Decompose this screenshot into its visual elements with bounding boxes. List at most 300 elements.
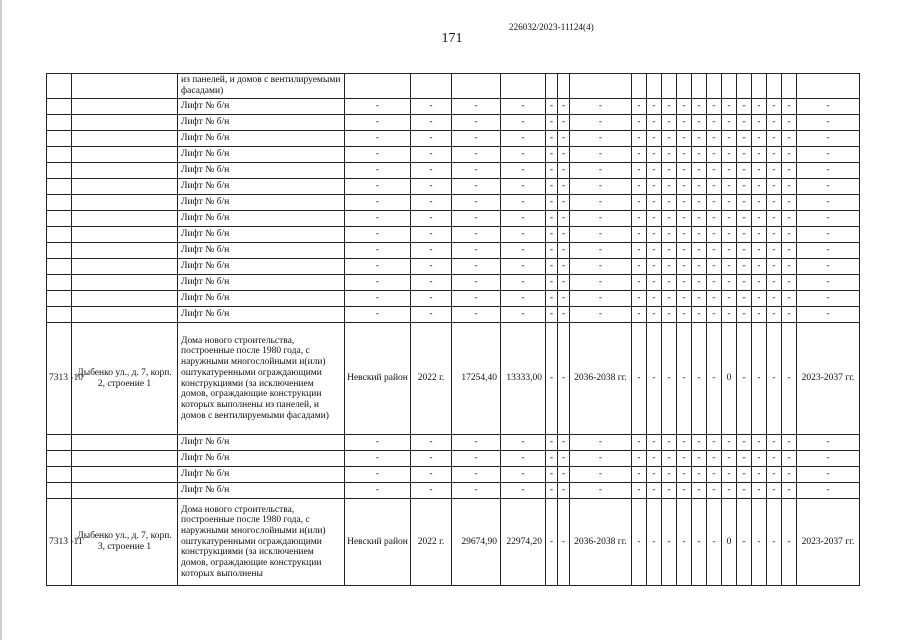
table-row-lift xyxy=(47,147,860,163)
lift-value-cell: - xyxy=(647,99,662,115)
table-row-lift xyxy=(47,435,860,451)
scan-edge xyxy=(0,0,2,640)
lift-value-cell: - xyxy=(707,115,722,131)
lift-value-cell: - xyxy=(707,435,722,451)
lift-label: Лифт № б/н xyxy=(178,307,345,323)
lift-value-cell: - xyxy=(707,259,722,275)
lift-value-cell: - xyxy=(782,147,797,163)
lift-value-cell: - xyxy=(501,307,546,323)
lift-value-cell: - xyxy=(345,291,411,307)
lift-value-cell: - xyxy=(632,435,647,451)
lift-label: Лифт № б/н xyxy=(178,291,345,307)
lift-value-cell: - xyxy=(692,99,707,115)
lift-value-cell: - xyxy=(767,307,782,323)
lift-value-cell: - xyxy=(411,131,452,147)
building-year: 2022 г. xyxy=(411,499,452,586)
id-cell xyxy=(47,307,72,323)
lift-value-cell: - xyxy=(707,163,722,179)
lift-value-cell: - xyxy=(662,163,677,179)
lift-value-cell: - xyxy=(501,435,546,451)
empty-cell xyxy=(707,74,722,99)
lift-value-cell: - xyxy=(452,451,501,467)
lift-value-cell: - xyxy=(411,467,452,483)
lift-value-cell: - xyxy=(345,451,411,467)
lift-value-cell: - xyxy=(797,275,860,291)
lift-value-cell: - xyxy=(737,259,752,275)
lift-value-cell: - xyxy=(737,227,752,243)
lift-value-cell: - xyxy=(632,451,647,467)
id-cell xyxy=(47,483,72,499)
lift-value-cell: - xyxy=(692,147,707,163)
table-row-lift xyxy=(47,291,860,307)
lift-label: Лифт № б/н xyxy=(178,115,345,131)
lift-value-cell: - xyxy=(692,163,707,179)
lift-value-cell: - xyxy=(452,163,501,179)
lift-label: Лифт № б/н xyxy=(178,227,345,243)
lift-value-cell: - xyxy=(782,307,797,323)
table-row-lift xyxy=(47,227,860,243)
lift-value-cell: - xyxy=(662,483,677,499)
lift-value-cell: - xyxy=(722,259,737,275)
lift-value-cell: - xyxy=(722,99,737,115)
building-value-cell: - xyxy=(782,499,797,586)
lift-value-cell: - xyxy=(558,115,570,131)
lift-value-cell: - xyxy=(707,291,722,307)
lift-value-cell: - xyxy=(677,451,692,467)
empty-cell xyxy=(411,74,452,99)
table-row-lift xyxy=(47,131,860,147)
lift-value-cell: - xyxy=(797,259,860,275)
lift-value-cell: - xyxy=(707,451,722,467)
building-value-cell: - xyxy=(707,323,722,435)
lift-value-cell: - xyxy=(737,483,752,499)
id-cell xyxy=(47,131,72,147)
lift-value-cell: - xyxy=(767,435,782,451)
document-reference: 226032/2023-11124(4) xyxy=(509,22,594,32)
building-period: 2036-2038 гг. xyxy=(570,323,632,435)
id-cell xyxy=(47,435,72,451)
table-row-continuation xyxy=(47,74,860,99)
building-address: Дыбенко ул., д. 7, корп. 3, строение 1 xyxy=(72,499,178,586)
lift-value-cell: - xyxy=(782,275,797,291)
lift-value-cell: - xyxy=(662,291,677,307)
lift-value-cell: - xyxy=(501,195,546,211)
building-value-cell: - xyxy=(558,499,570,586)
address-cell xyxy=(72,179,178,195)
lift-value-cell: - xyxy=(692,451,707,467)
lift-value-cell: - xyxy=(767,275,782,291)
lift-value-cell: - xyxy=(570,163,632,179)
lift-value-cell: - xyxy=(570,195,632,211)
table-row-lift xyxy=(47,307,860,323)
building-value-cell: - xyxy=(546,499,558,586)
empty-cell xyxy=(570,74,632,99)
lift-value-cell: - xyxy=(632,291,647,307)
lift-value-cell: - xyxy=(546,259,558,275)
lift-value-cell: - xyxy=(570,211,632,227)
lift-value-cell: - xyxy=(345,307,411,323)
lift-value-cell: - xyxy=(632,307,647,323)
lift-value-cell: - xyxy=(345,467,411,483)
lift-value-cell: - xyxy=(647,131,662,147)
lift-value-cell: - xyxy=(737,131,752,147)
lift-value-cell: - xyxy=(692,211,707,227)
lift-value-cell: - xyxy=(797,467,860,483)
id-cell xyxy=(47,211,72,227)
lift-value-cell: - xyxy=(782,211,797,227)
lift-value-cell: - xyxy=(345,227,411,243)
lift-value-cell: - xyxy=(707,483,722,499)
lift-value-cell: - xyxy=(677,131,692,147)
building-value-cell: - xyxy=(692,499,707,586)
building-final-period: 2023-2037 гг. xyxy=(797,323,860,435)
lift-value-cell: - xyxy=(692,179,707,195)
building-period: 2036-2038 гг. xyxy=(570,499,632,586)
lift-value-cell: - xyxy=(452,435,501,451)
lift-value-cell: - xyxy=(452,259,501,275)
building-value-cell: - xyxy=(647,499,662,586)
lift-value-cell: - xyxy=(797,483,860,499)
lift-value-cell: - xyxy=(737,291,752,307)
lift-value-cell: - xyxy=(452,483,501,499)
lift-value-cell: - xyxy=(767,99,782,115)
building-value-cell: - xyxy=(632,499,647,586)
lift-value-cell: - xyxy=(558,275,570,291)
lift-value-cell: - xyxy=(546,195,558,211)
lift-label: Лифт № б/н xyxy=(178,467,345,483)
lift-value-cell: - xyxy=(632,275,647,291)
building-living-area: 22974,20 xyxy=(501,499,546,586)
address-cell xyxy=(72,147,178,163)
lift-value-cell: - xyxy=(411,307,452,323)
lift-label: Лифт № б/н xyxy=(178,163,345,179)
lift-value-cell: - xyxy=(737,435,752,451)
lift-value-cell: - xyxy=(722,451,737,467)
lift-label: Лифт № б/н xyxy=(178,211,345,227)
lift-value-cell: - xyxy=(797,115,860,131)
lift-value-cell: - xyxy=(546,131,558,147)
lift-value-cell: - xyxy=(677,115,692,131)
lift-value-cell: - xyxy=(411,243,452,259)
lift-value-cell: - xyxy=(722,131,737,147)
lift-value-cell: - xyxy=(345,211,411,227)
lift-value-cell: - xyxy=(570,131,632,147)
lift-value-cell: - xyxy=(647,307,662,323)
lift-label: Лифт № б/н xyxy=(178,483,345,499)
lift-value-cell: - xyxy=(558,451,570,467)
lift-value-cell: - xyxy=(752,275,767,291)
lift-value-cell: - xyxy=(692,435,707,451)
lift-value-cell: - xyxy=(662,179,677,195)
lift-value-cell: - xyxy=(345,115,411,131)
lift-value-cell: - xyxy=(647,483,662,499)
lift-value-cell: - xyxy=(546,163,558,179)
lift-value-cell: - xyxy=(411,435,452,451)
lift-value-cell: - xyxy=(662,115,677,131)
lift-value-cell: - xyxy=(345,147,411,163)
building-total-area: 29674,90 xyxy=(452,499,501,586)
lift-value-cell: - xyxy=(797,227,860,243)
empty-cell xyxy=(737,74,752,99)
lift-value-cell: - xyxy=(767,179,782,195)
address-cell xyxy=(72,243,178,259)
lift-value-cell: - xyxy=(677,243,692,259)
lift-value-cell: - xyxy=(546,147,558,163)
lift-value-cell: - xyxy=(546,467,558,483)
empty-cell xyxy=(452,74,501,99)
lift-value-cell: - xyxy=(411,451,452,467)
lift-value-cell: - xyxy=(501,131,546,147)
building-value-cell: 0 xyxy=(722,499,737,586)
lift-label: Лифт № б/н xyxy=(178,147,345,163)
building-total-area: 17254,40 xyxy=(452,323,501,435)
id-cell xyxy=(47,115,72,131)
lift-value-cell: - xyxy=(411,115,452,131)
lift-value-cell: - xyxy=(647,435,662,451)
lift-value-cell: - xyxy=(752,115,767,131)
lift-value-cell: - xyxy=(692,275,707,291)
lift-value-cell: - xyxy=(677,227,692,243)
id-cell xyxy=(47,195,72,211)
lift-value-cell: - xyxy=(411,211,452,227)
empty-cell xyxy=(501,74,546,99)
building-value-cell: - xyxy=(737,499,752,586)
lift-value-cell: - xyxy=(752,435,767,451)
lift-value-cell: - xyxy=(782,483,797,499)
address-cell xyxy=(72,74,178,99)
lift-value-cell: - xyxy=(501,483,546,499)
lift-value-cell: - xyxy=(797,435,860,451)
lift-value-cell: - xyxy=(662,227,677,243)
lift-value-cell: - xyxy=(692,291,707,307)
address-cell xyxy=(72,99,178,115)
building-value-cell: - xyxy=(558,323,570,435)
lift-value-cell: - xyxy=(411,163,452,179)
lift-value-cell: - xyxy=(767,195,782,211)
id-cell xyxy=(47,259,72,275)
lift-value-cell: - xyxy=(722,115,737,131)
lift-value-cell: - xyxy=(546,483,558,499)
building-value-cell: - xyxy=(752,499,767,586)
lift-value-cell: - xyxy=(411,179,452,195)
lift-value-cell: - xyxy=(722,467,737,483)
lift-value-cell: - xyxy=(797,147,860,163)
lift-value-cell: - xyxy=(546,211,558,227)
address-cell xyxy=(72,227,178,243)
lift-value-cell: - xyxy=(722,291,737,307)
lift-value-cell: - xyxy=(677,307,692,323)
lift-label: Лифт № б/н xyxy=(178,179,345,195)
lift-value-cell: - xyxy=(501,163,546,179)
lift-value-cell: - xyxy=(558,211,570,227)
lift-value-cell: - xyxy=(345,99,411,115)
empty-cell xyxy=(692,74,707,99)
table-row-lift xyxy=(47,451,860,467)
table-row-lift xyxy=(47,179,860,195)
lift-value-cell: - xyxy=(632,195,647,211)
lift-value-cell: - xyxy=(411,483,452,499)
lift-value-cell: - xyxy=(452,115,501,131)
lift-value-cell: - xyxy=(752,291,767,307)
lift-value-cell: - xyxy=(752,243,767,259)
lift-value-cell: - xyxy=(752,163,767,179)
lift-value-cell: - xyxy=(737,211,752,227)
lift-value-cell: - xyxy=(737,163,752,179)
address-cell xyxy=(72,291,178,307)
lift-value-cell: - xyxy=(722,435,737,451)
lift-value-cell: - xyxy=(345,483,411,499)
lift-value-cell: - xyxy=(632,147,647,163)
lift-value-cell: - xyxy=(501,243,546,259)
lift-value-cell: - xyxy=(501,179,546,195)
table-row-lift xyxy=(47,259,860,275)
building-value-cell: 0 xyxy=(722,323,737,435)
lift-value-cell: - xyxy=(767,163,782,179)
lift-value-cell: - xyxy=(677,147,692,163)
empty-cell xyxy=(767,74,782,99)
lift-value-cell: - xyxy=(782,435,797,451)
table-row-lift xyxy=(47,467,860,483)
table-row-lift xyxy=(47,115,860,131)
empty-cell xyxy=(662,74,677,99)
empty-cell xyxy=(647,74,662,99)
lift-value-cell: - xyxy=(692,243,707,259)
lift-value-cell: - xyxy=(558,435,570,451)
lift-value-cell: - xyxy=(546,115,558,131)
address-cell xyxy=(72,275,178,291)
lift-value-cell: - xyxy=(767,291,782,307)
id-cell xyxy=(47,467,72,483)
lift-value-cell: - xyxy=(632,243,647,259)
lift-value-cell: - xyxy=(677,163,692,179)
building-description: Дома нового строительства, построенные после 1980 года, с наружными многослойными и(или) оштукатуренными ограждающими конструкциями (за исключением домов, ограждающие конструкции которых выполнены xyxy=(178,499,345,586)
lift-value-cell: - xyxy=(797,131,860,147)
lift-value-cell: - xyxy=(546,307,558,323)
lift-value-cell: - xyxy=(647,259,662,275)
lift-label: Лифт № б/н xyxy=(178,435,345,451)
lift-value-cell: - xyxy=(752,259,767,275)
housing-registry-table xyxy=(46,73,860,586)
lift-value-cell: - xyxy=(632,115,647,131)
lift-value-cell: - xyxy=(737,467,752,483)
lift-value-cell: - xyxy=(647,243,662,259)
lift-value-cell: - xyxy=(692,227,707,243)
lift-value-cell: - xyxy=(797,163,860,179)
empty-cell xyxy=(677,74,692,99)
building-value-cell: - xyxy=(767,499,782,586)
table-container xyxy=(46,73,854,586)
lift-value-cell: - xyxy=(570,291,632,307)
lift-value-cell: - xyxy=(722,275,737,291)
lift-value-cell: - xyxy=(662,147,677,163)
building-final-period: 2023-2037 гг. xyxy=(797,499,860,586)
lift-value-cell: - xyxy=(782,259,797,275)
id-cell xyxy=(47,227,72,243)
lift-value-cell: - xyxy=(737,451,752,467)
lift-value-cell: - xyxy=(570,483,632,499)
lift-value-cell: - xyxy=(737,147,752,163)
lift-value-cell: - xyxy=(558,99,570,115)
lift-value-cell: - xyxy=(662,467,677,483)
lift-value-cell: - xyxy=(752,227,767,243)
building-value-cell: - xyxy=(782,323,797,435)
lift-value-cell: - xyxy=(411,147,452,163)
lift-value-cell: - xyxy=(677,291,692,307)
building-value-cell: - xyxy=(546,323,558,435)
address-cell xyxy=(72,451,178,467)
building-value-cell: - xyxy=(632,323,647,435)
lift-value-cell: - xyxy=(737,243,752,259)
lift-value-cell: - xyxy=(452,211,501,227)
lift-value-cell: - xyxy=(797,195,860,211)
lift-value-cell: - xyxy=(677,435,692,451)
lift-value-cell: - xyxy=(647,291,662,307)
lift-value-cell: - xyxy=(707,467,722,483)
lift-value-cell: - xyxy=(345,435,411,451)
lift-value-cell: - xyxy=(767,227,782,243)
lift-value-cell: - xyxy=(558,147,570,163)
lift-value-cell: - xyxy=(558,227,570,243)
lift-value-cell: - xyxy=(737,115,752,131)
lift-value-cell: - xyxy=(501,99,546,115)
lift-value-cell: - xyxy=(632,179,647,195)
lift-value-cell: - xyxy=(797,179,860,195)
id-cell xyxy=(47,291,72,307)
lift-value-cell: - xyxy=(662,99,677,115)
address-cell xyxy=(72,163,178,179)
lift-value-cell: - xyxy=(546,451,558,467)
page-number: 171 xyxy=(441,31,463,46)
lift-value-cell: - xyxy=(737,307,752,323)
address-cell xyxy=(72,115,178,131)
empty-cell xyxy=(345,74,411,99)
lift-value-cell: - xyxy=(767,483,782,499)
lift-value-cell: - xyxy=(677,259,692,275)
building-district: Невский район xyxy=(345,499,411,586)
lift-value-cell: - xyxy=(647,275,662,291)
lift-label: Лифт № б/н xyxy=(178,259,345,275)
lift-value-cell: - xyxy=(752,147,767,163)
lift-value-cell: - xyxy=(782,179,797,195)
lift-value-cell: - xyxy=(752,451,767,467)
lift-value-cell: - xyxy=(782,131,797,147)
lift-value-cell: - xyxy=(632,131,647,147)
lift-label: Лифт № б/н xyxy=(178,275,345,291)
lift-value-cell: - xyxy=(677,195,692,211)
lift-value-cell: - xyxy=(501,291,546,307)
lift-value-cell: - xyxy=(632,227,647,243)
empty-cell xyxy=(632,74,647,99)
lift-value-cell: - xyxy=(452,195,501,211)
lift-value-cell: - xyxy=(662,451,677,467)
lift-value-cell: - xyxy=(752,467,767,483)
lift-label: Лифт № б/н xyxy=(178,195,345,211)
lift-value-cell: - xyxy=(782,291,797,307)
lift-value-cell: - xyxy=(558,259,570,275)
lift-value-cell: - xyxy=(662,435,677,451)
lift-value-cell: - xyxy=(558,243,570,259)
lift-value-cell: - xyxy=(501,211,546,227)
id-cell xyxy=(47,147,72,163)
lift-value-cell: - xyxy=(558,307,570,323)
lift-value-cell: - xyxy=(677,275,692,291)
lift-value-cell: - xyxy=(707,131,722,147)
lift-value-cell: - xyxy=(452,147,501,163)
building-value-cell: - xyxy=(767,323,782,435)
lift-value-cell: - xyxy=(782,227,797,243)
lift-value-cell: - xyxy=(546,179,558,195)
lift-value-cell: - xyxy=(707,179,722,195)
